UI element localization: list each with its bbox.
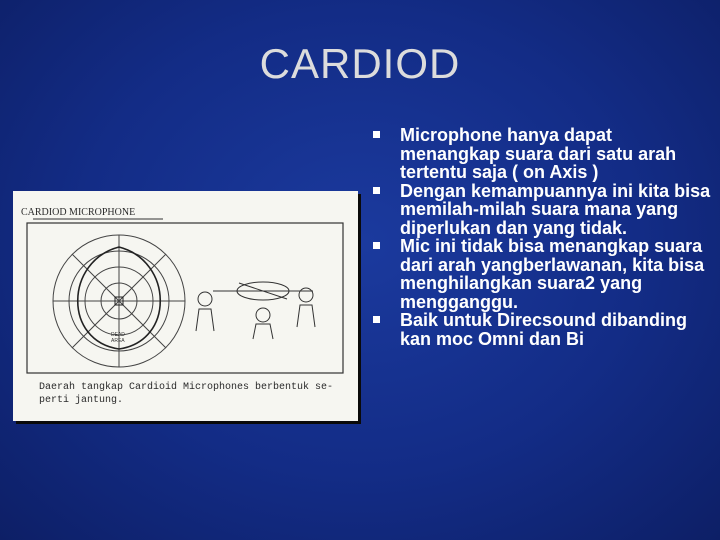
bullet-item — [372, 237, 712, 311]
bullet-text: Baik untuk Direcsound dibanding kan moc Omni dan Bi — [400, 310, 688, 349]
bullet-item — [372, 311, 712, 348]
bullet-item — [372, 182, 712, 238]
bullet-text: Mic ini tidak bisa menangkap suara dari arah yangberlawanan, kita bisa menghilangkan suara2 yang mengganggu. — [400, 236, 705, 312]
figure-caption-line-2: perti jantung. — [39, 395, 124, 406]
slide-title: CARDIOD — [259, 40, 461, 87]
listener-sketches — [196, 282, 315, 339]
bullet-text: Microphone hanya dapat menangkap suara dari satu arah tertentu saja ( on Axis ) — [400, 125, 677, 182]
bullet-list — [372, 126, 712, 348]
figure-caption-line-1: Daerah tangkap Cardioid Microphones berbentuk se- — [39, 382, 334, 393]
dead-area-label-top: DEAD — [111, 332, 125, 338]
square-bullet-icon — [373, 242, 380, 249]
cardioid-microphone-figure — [13, 191, 358, 421]
bullet-item — [372, 126, 712, 182]
square-bullet-icon — [373, 187, 380, 194]
square-bullet-icon — [373, 131, 380, 138]
figure-caption-title: CARDIOD MICROPHONE — [21, 207, 136, 218]
polar-pattern — [53, 235, 185, 367]
bullet-text: Dengan kemampuannya ini kita bisa memilah-milah suara mana yang diperlukan dan yang tidak. — [400, 180, 711, 238]
cardioid-diagram — [13, 191, 358, 421]
square-bullet-icon — [373, 316, 380, 323]
dead-area-label-bottom: AREA — [111, 338, 125, 344]
